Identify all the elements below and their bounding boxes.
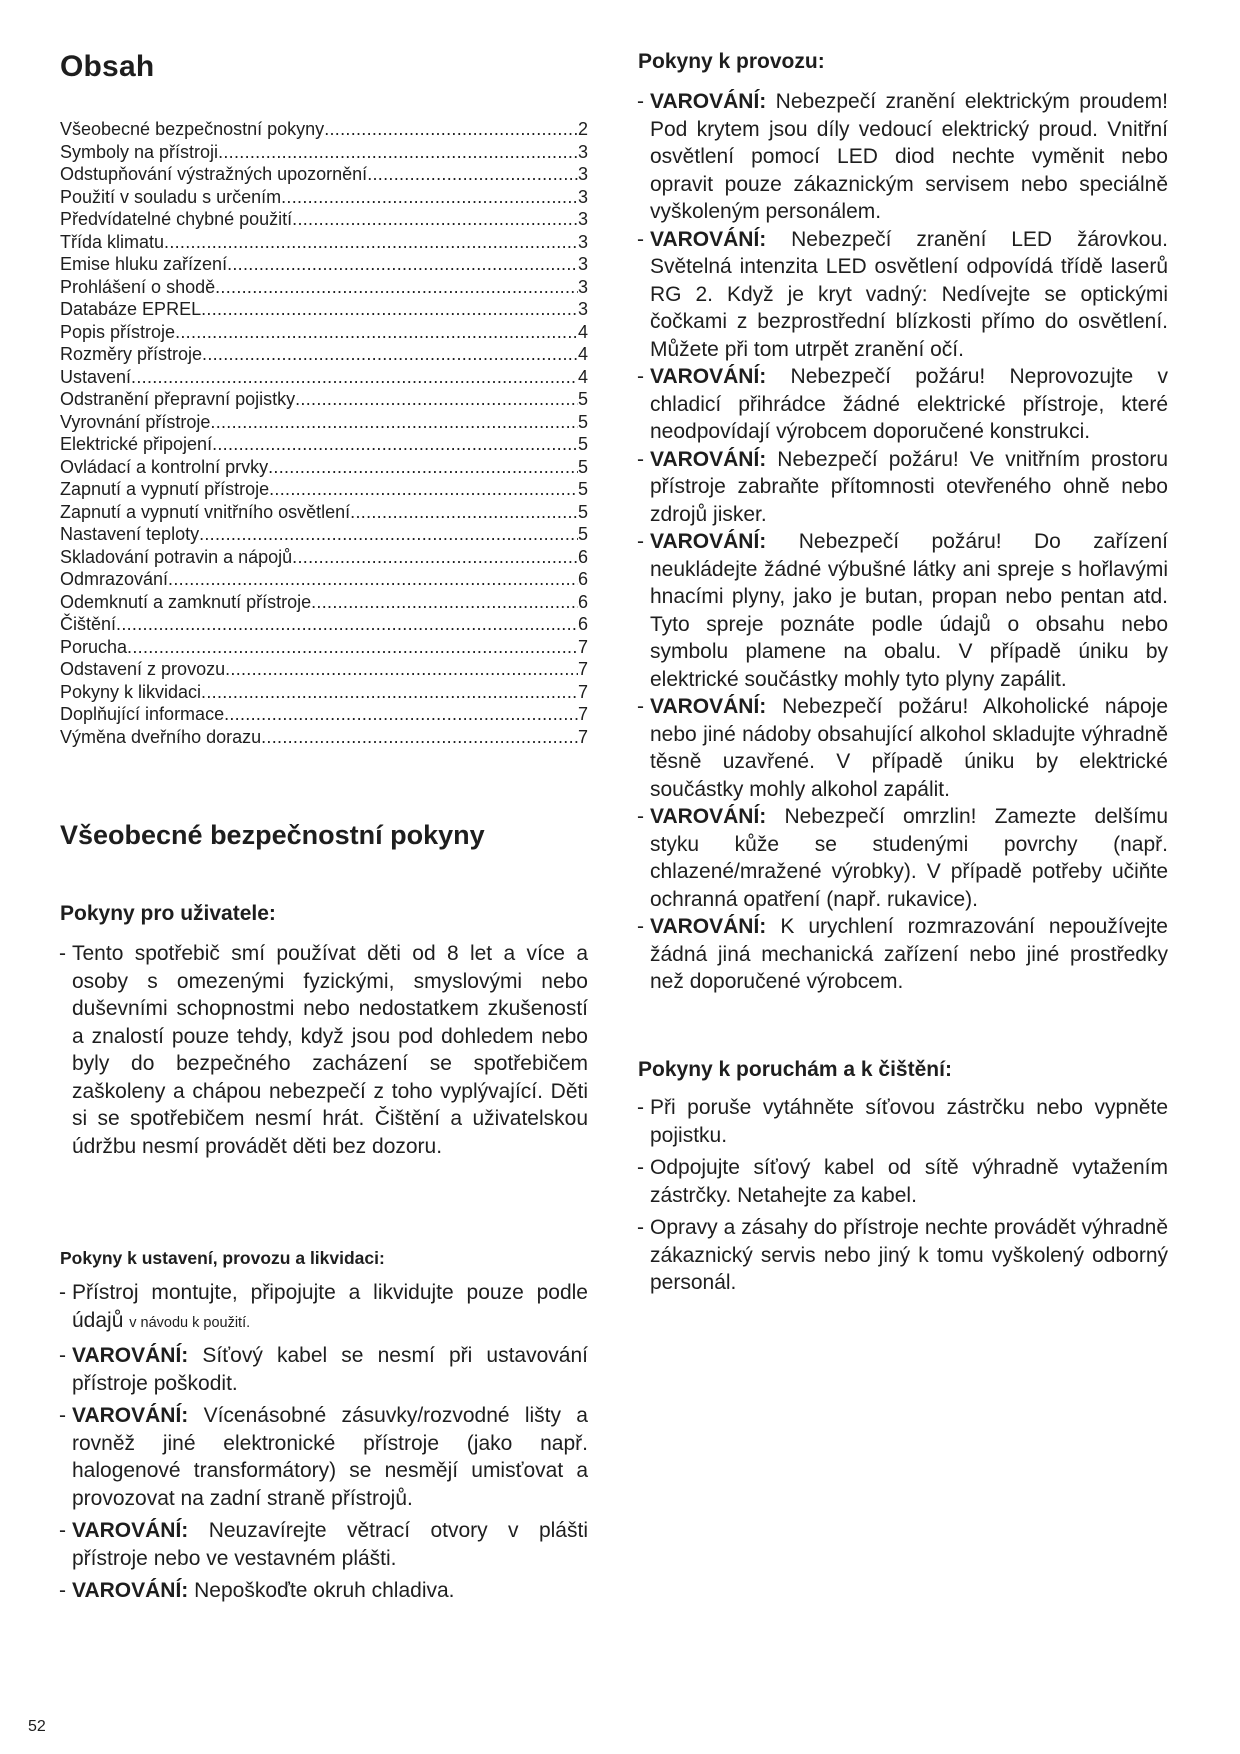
- toc-entry-label: Ustavení: [60, 366, 132, 387]
- toc-entry-page: 3: [577, 164, 588, 184]
- setup-heading: Pokyny k ustavení, provozu a likvidaci:: [60, 1248, 385, 1268]
- toc-entry-page: 7: [577, 704, 588, 724]
- toc-title: Obsah: [60, 50, 155, 83]
- toc-leader-dots: [225, 658, 578, 681]
- toc-entry-label: Ovládací a kontrolní prvky: [60, 456, 269, 477]
- toc-entry[interactable]: [60, 523, 588, 546]
- toc-leader-dots: [324, 118, 578, 141]
- page-number: 52: [28, 1718, 46, 1735]
- warning-item: - VAROVÁNÍ: Nebezpečí zranění elektrickým proudem! Pod krytem jsou díly vedoucí elektrický proud. Vnitřní osvětlení pomocí LED diod nechte vyměnit nebo opravit pouze zákaznickým servisem nebo speciálně vyškoleným personálem.: [637, 90, 1168, 223]
- toc-leader-dots: [227, 253, 578, 276]
- toc-entry-page: 5: [577, 524, 588, 544]
- toc-leader-dots: [201, 681, 578, 704]
- toc-entry-page: 3: [577, 231, 588, 252]
- toc-leader-dots: [261, 726, 578, 749]
- warning-item: - VAROVÁNÍ: Nebezpečí požáru! Do zařízení neukládejte žádné výbušné látky ani spreje s hořlavými hnacími plyny, jako je butan, propan nebo pentan atd. Tyto spreje poznáte podle údajů o obsahu nebo symbolu plamene na obalu. V případě úniku by elektrické součástky mohly tyto plyny zapálit.: [637, 530, 1168, 691]
- toc-entry-page: 5: [577, 434, 588, 454]
- toc-entry-page: 5: [577, 411, 588, 432]
- toc-entry-page: 5: [577, 479, 588, 499]
- table-of-contents: [60, 118, 588, 748]
- toc-entry-label: Zapnutí a vypnutí přístroje: [60, 479, 270, 499]
- toc-entry-page: 3: [577, 276, 588, 297]
- toc-entry-page: 6: [577, 591, 588, 612]
- warning-item: - VAROVÁNÍ: Nebezpečí požáru! Alkoholické nápoje nebo jiné nádoby obsahující alkohol skladujte výhradně těsně uzavřené. V případě úniku by elektrické součástky mohly alkohol zapálit.: [637, 695, 1168, 801]
- warning-label: VAROVÁNÍ:: [650, 695, 767, 718]
- toc-entry-label: Prohlášení o shodě: [60, 276, 216, 297]
- toc-entry[interactable]: [60, 681, 588, 704]
- toc-entry-label: Použití v souladu s určením: [60, 186, 282, 207]
- users-heading: Pokyny pro uživatele:: [60, 902, 276, 925]
- operation-heading: Pokyny k provozu:: [638, 50, 825, 73]
- toc-entry-page: 2: [577, 119, 588, 139]
- toc-entry-page: 6: [577, 614, 588, 634]
- toc-entry-page: 7: [577, 636, 588, 657]
- users-list: [60, 940, 588, 1160]
- toc-entry[interactable]: [60, 231, 588, 254]
- toc-leader-dots: [224, 703, 578, 726]
- toc-entry-label: Emise hluku zařízení: [60, 254, 228, 274]
- toc-entry-page: 3: [577, 254, 588, 274]
- toc-leader-dots: [292, 546, 578, 569]
- toc-entry[interactable]: [60, 366, 588, 389]
- warning-label: VAROVÁNÍ:: [650, 365, 767, 388]
- toc-leader-dots: [199, 523, 578, 546]
- toc-entry[interactable]: [60, 658, 588, 681]
- list-item: - Přístroj montujte, připojujte a likvidujte pouze podle údajů v návodu k použití.: [59, 1281, 588, 1332]
- toc-entry[interactable]: [60, 411, 588, 434]
- toc-entry-label: Třída klimatu: [60, 231, 165, 252]
- toc-entry-page: 7: [577, 681, 588, 702]
- toc-leader-dots: [350, 501, 578, 524]
- toc-entry[interactable]: [60, 613, 588, 636]
- toc-entry-label: Odmrazování: [60, 569, 169, 589]
- toc-entry-page: 5: [577, 389, 588, 409]
- warning-label: VAROVÁNÍ:: [650, 530, 767, 553]
- toc-entry-page: 3: [577, 141, 588, 162]
- toc-entry[interactable]: [60, 321, 588, 344]
- toc-entry-page: 5: [577, 501, 588, 522]
- toc-entry-label: Odstranění přepravní pojistky: [60, 389, 296, 409]
- toc-entry-label: Doplňující informace: [60, 704, 225, 724]
- toc-entry[interactable]: [60, 501, 588, 524]
- toc-leader-dots: [116, 613, 578, 636]
- toc-leader-dots: [210, 411, 578, 434]
- toc-entry-label: Předvídatelné chybné použití: [60, 209, 293, 229]
- toc-leader-dots: [202, 343, 578, 366]
- warning-label: VAROVÁNÍ:: [72, 1519, 189, 1542]
- toc-entry-label: Popis přístroje: [60, 321, 176, 342]
- toc-entry-page: 7: [577, 726, 588, 747]
- warning-item: - VAROVÁNÍ: Neuzavírejte větrací otvory v plášti přístroje nebo ve vestavném plášti.: [59, 1519, 588, 1570]
- toc-entry[interactable]: [60, 343, 588, 366]
- warning-item: - VAROVÁNÍ: Síťový kabel se nesmí při ustavování přístroje poškodit.: [59, 1344, 588, 1395]
- toc-entry-page: 3: [577, 209, 588, 229]
- warning-item: - VAROVÁNÍ: K urychlení rozmrazování nepoužívejte žádná jiná mechanická zařízení nebo jiné prostředky než doporučené výrobcem.: [637, 915, 1168, 993]
- toc-leader-dots: [367, 163, 578, 186]
- toc-entry[interactable]: [60, 163, 588, 186]
- toc-entry-label: Pokyny k likvidaci: [60, 681, 202, 702]
- toc-entry-page: 3: [577, 299, 588, 319]
- toc-leader-dots: [164, 231, 578, 254]
- list-item: - Odpojujte síťový kabel od sítě výhradně vytažením zástrčky. Netahejte za kabel.: [637, 1156, 1168, 1207]
- section-title: Všeobecné bezpečnostní pokyny: [60, 820, 485, 850]
- toc-entry[interactable]: [60, 276, 588, 299]
- faults-heading: Pokyny k poruchám a k čištění:: [638, 1058, 952, 1081]
- toc-leader-dots: [168, 568, 578, 591]
- toc-entry-page: 6: [577, 546, 588, 567]
- toc-entry-label: Odstupňování výstražných upozornění: [60, 164, 368, 184]
- toc-entry-label: Výměna dveřního dorazu: [60, 726, 262, 747]
- warning-label: VAROVÁNÍ:: [72, 1579, 189, 1602]
- warning-label: VAROVÁNÍ:: [650, 227, 767, 251]
- toc-leader-dots: [218, 141, 578, 164]
- setup-list: [60, 1279, 588, 1610]
- toc-entry[interactable]: [60, 568, 588, 591]
- toc-entry[interactable]: [60, 208, 588, 231]
- toc-entry-label: Databáze EPREL: [60, 299, 202, 319]
- toc-leader-dots: [269, 478, 578, 501]
- toc-entry-label: Odstavení z provozu: [60, 659, 226, 679]
- warning-item: - VAROVÁNÍ: Nepoškoďte okruh chladiva.: [59, 1579, 455, 1602]
- toc-entry[interactable]: [60, 478, 588, 501]
- toc-leader-dots: [292, 208, 578, 231]
- toc-entry[interactable]: [60, 186, 588, 209]
- toc-entry[interactable]: [60, 118, 588, 141]
- bullet-dash: -: [59, 942, 66, 965]
- toc-leader-dots: [311, 591, 578, 614]
- toc-leader-dots: [131, 366, 578, 389]
- toc-leader-dots: [127, 636, 578, 659]
- toc-entry-page: 3: [577, 186, 588, 207]
- toc-entry[interactable]: [60, 546, 588, 569]
- warning-label: VAROVÁNÍ:: [650, 915, 767, 938]
- toc-entry[interactable]: [60, 388, 588, 411]
- toc-entry[interactable]: [60, 253, 588, 276]
- toc-entry-page: 4: [577, 321, 588, 342]
- warning-label: VAROVÁNÍ:: [650, 447, 767, 471]
- warning-label: VAROVÁNÍ:: [650, 805, 767, 828]
- toc-entry-label: Elektrické připojení: [60, 434, 213, 454]
- warning-label: VAROVÁNÍ:: [650, 90, 767, 113]
- list-item: - Při poruše vytáhněte síťovou zástrčku nebo vypněte pojistku.: [637, 1096, 1168, 1147]
- toc-leader-dots: [175, 321, 578, 344]
- operation-list: [638, 88, 1168, 996]
- toc-entry-page: 4: [577, 366, 588, 387]
- toc-leader-dots: [201, 298, 578, 321]
- toc-entry[interactable]: [60, 456, 588, 479]
- toc-entry[interactable]: [60, 591, 588, 614]
- toc-entry[interactable]: [60, 703, 588, 726]
- toc-entry-label: Symboly na přístroji: [60, 141, 219, 162]
- toc-entry-label: Porucha: [60, 636, 128, 657]
- toc-leader-dots: [268, 456, 578, 479]
- toc-entry-page: 6: [577, 569, 588, 589]
- toc-entry[interactable]: [60, 636, 588, 659]
- toc-entry[interactable]: [60, 726, 588, 749]
- toc-entry[interactable]: [60, 298, 588, 321]
- warning-item: - VAROVÁNÍ: Nebezpečí zranění LED žárovkou. Světelná intenzita LED osvětlení odpovídá třídě laserů RG 2. Když je kryt vadný: Nedívejte se optickými čočkami z bezprostřední blízkosti přímo do osvětlení. Můžete při tom utrpět zranění očí.: [637, 227, 1168, 361]
- warning-label: VAROVÁNÍ:: [72, 1344, 189, 1367]
- warning-item: - VAROVÁNÍ: Nebezpečí požáru! Neprovozujte v chladicí přihrádce žádné elektrické přístroje, které neodpovídají výrobcem doporučené konstrukci.: [637, 365, 1168, 443]
- toc-leader-dots: [295, 388, 578, 411]
- toc-entry-label: Odemknutí a zamknutí přístroje: [60, 591, 312, 612]
- toc-entry[interactable]: [60, 141, 588, 164]
- toc-entry-page: 7: [577, 659, 588, 679]
- warning-item: - VAROVÁNÍ: Nebezpečí omrzlin! Zamezte delšímu styku kůže se studenými povrchy (např. chlazené/mražené výrobky). V případě potřeby učiňte ochranná opatření (např. rukavice).: [637, 805, 1168, 911]
- warning-item: - VAROVÁNÍ: Nebezpečí požáru! Ve vnitřním prostoru přístroje zabraňte přítomnosti otevřeného ohně nebo zdrojů jisker.: [637, 447, 1168, 526]
- warning-item: - VAROVÁNÍ: Vícenásobné zásuvky/rozvodné lišty a rovněž jiné elektronické přístroje (jako např. halogenové transformátory) se nesmějí umisťovat a provozovat na zadní straně přístrojů.: [59, 1404, 588, 1510]
- toc-leader-dots: [215, 276, 578, 299]
- list-item: - Tento spotřebič smí používat děti od 8 let a více a osoby s omezenými fyzickými, smyslovými nebo duševními schopnostmi nebo nedostatkem zkušeností a znalostí pouze tehdy, když jsou pod dohledem nebo byly do bezpečného zacházení se spotřebičem zaškoleny a chápou nebezpečí z toho vyplývající. Děti si se spotřebičem nesmí hrát. Čištění a uživatelskou údržbu nesmí provádět děti bez dozoru.: [59, 942, 588, 1158]
- toc-entry-label: Všeobecné bezpečnostní pokyny: [60, 119, 325, 139]
- toc-entry-label: Čištění: [60, 614, 117, 634]
- toc-leader-dots: [281, 186, 578, 209]
- toc-entry-label: Rozměry přístroje: [60, 344, 203, 364]
- toc-entry-page: 4: [577, 344, 588, 364]
- list-item: - Opravy a zásahy do přístroje nechte provádět výhradně zákaznický servis nebo jiný k tomu vyškolený odborný personál.: [637, 1216, 1168, 1294]
- toc-entry-label: Nastavení teploty: [60, 524, 200, 544]
- toc-entry-label: Skladování potravin a nápojů: [60, 546, 293, 567]
- toc-entry[interactable]: [60, 433, 588, 456]
- toc-entry-label: Vyrovnání přístroje: [60, 411, 211, 432]
- warning-label: VAROVÁNÍ:: [72, 1404, 189, 1427]
- toc-leader-dots: [212, 433, 578, 456]
- toc-entry-label: Zapnutí a vypnutí vnitřního osvětlení: [60, 501, 351, 522]
- faults-list: [638, 1094, 1168, 1302]
- toc-entry-page: 5: [577, 456, 588, 477]
